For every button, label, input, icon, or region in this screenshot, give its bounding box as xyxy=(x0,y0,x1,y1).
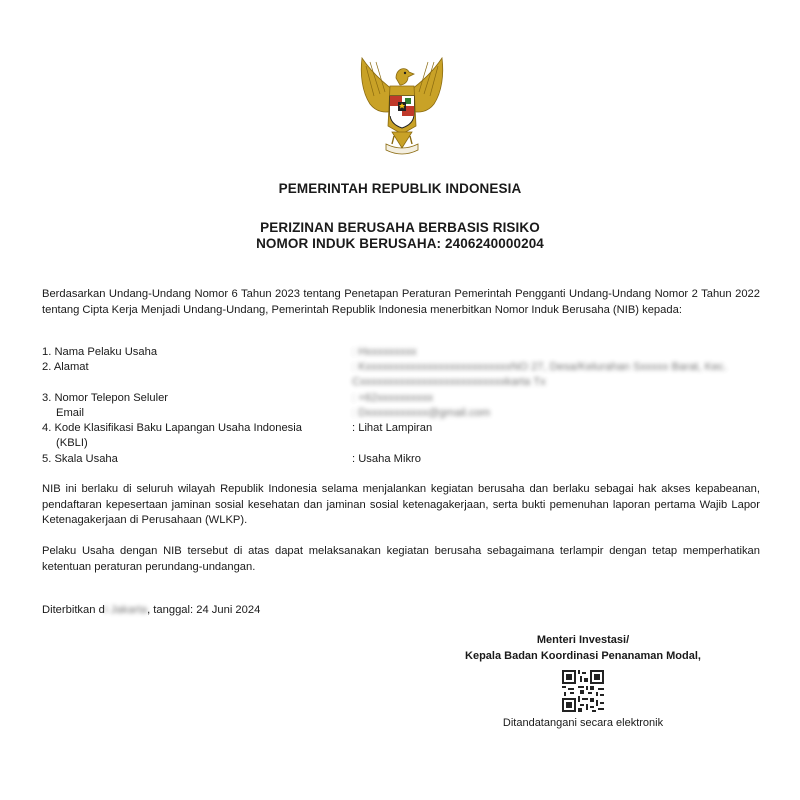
field-value-name: : Hxxxxxxxxx xyxy=(352,346,417,358)
field-value-phone: : +62xxxxxxxxxx xyxy=(352,392,434,404)
validity-paragraph: NIB ini berlaku di seluruh wilayah Republik Indonesia selama menjalankan kegiatan berusaha dan berlaku sebagai hak akses kepabeanan, pendaftaran kepesertaan jaminan sosial kesehatan dan jaminan sosial ketenagakerjaan, serta bukti pemenuhan laporan pertama Wajib Lapor Ketenagakerjaan di Perusahaan (WLKP). xyxy=(42,483,760,526)
government-title: PEMERINTAH REPUBLIK INDONESIA xyxy=(278,181,522,196)
field-label-kbli: 4. Kode Klasifikasi Baku Lapangan Usaha Indonesia xyxy=(42,422,302,434)
signatory-title: Menteri Investasi/ xyxy=(536,634,630,646)
field-label-email: Email xyxy=(56,407,84,419)
field-value-kbli: : Lihat Lampiran xyxy=(352,422,433,434)
field-label-name: 1. Nama Pelaku Usaha xyxy=(42,346,158,358)
field-value-email: : Dxxxxxxxxxxx@gmail.com xyxy=(352,407,491,419)
field-label-scale: 5. Skala Usaha xyxy=(42,453,118,465)
field-value-address-2: Cxxxxxxxxxxxxxxxxxxxxxxxxxxkarta Tx xyxy=(352,376,546,388)
issued-place: i Jakarta xyxy=(104,604,148,616)
field-value-scale: : Usaha Mikro xyxy=(352,453,422,465)
nib-number: NOMOR INDUK BERUSAHA: 2406240000204 xyxy=(256,236,544,251)
electronic-signature-note: Ditandatangani secara elektronik xyxy=(502,717,664,729)
issued-line: Diterbitkan di Jakarta, tanggal: 24 Juni 2024 xyxy=(42,604,261,616)
field-label-kbli-abbr: (KBLI) xyxy=(56,437,88,449)
qr-code-icon xyxy=(560,668,606,714)
signatory-office: Kepala Badan Koordinasi Penanaman Modal, xyxy=(465,650,701,662)
compliance-paragraph: Pelaku Usaha dengan NIB tersebut di atas dapat melaksanakan kegiatan berusaha sebagaimana terlampir dengan tetap memperhatikan ketentuan peraturan perundang-undangan. xyxy=(42,545,760,573)
field-label-phone: 3. Nomor Telepon Seluler xyxy=(42,392,169,404)
intro-paragraph: Berdasarkan Undang-Undang Nomor 6 Tahun 2023 tentang Penetapan Peraturan Pemerintah Pengganti Undang-Undang Nomor 2 Tahun 2022 tentang Cipta Kerja Menjadi Undang-Undang, Pemerintah Republik Indonesia menerbitkan Nomor Induk Berusaha (NIB) kepada: xyxy=(42,288,760,316)
field-value-address-1: : KxxxxxxxxxxxxxxxxxxxxxxxxxxNO 27, Desa/Kelurahan Sxxxxx Barat, Kec. xyxy=(352,361,727,373)
garuda-emblem-icon xyxy=(352,52,452,162)
field-label-address: 2. Alamat xyxy=(42,361,89,373)
document-subtitle: PERIZINAN BERUSAHA BERBASIS RISIKO xyxy=(260,220,540,235)
